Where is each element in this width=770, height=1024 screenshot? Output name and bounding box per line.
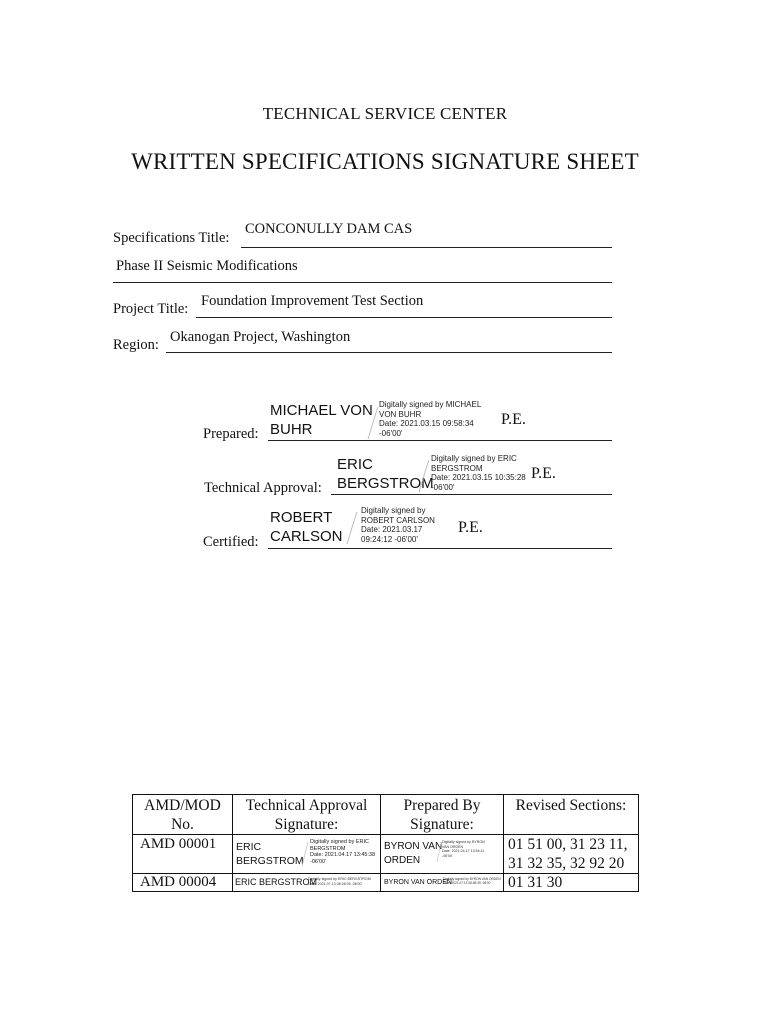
amd-number-cell: AMD 00004: [133, 874, 233, 892]
row2-prep-signature-details: Digitally signed by BYRON VAN ORDEN Date: 2021.07.13 08:48:35 -06'00': [443, 877, 501, 885]
document-title: WRITTEN SPECIFICATIONS SIGNATURE SHEET: [131, 149, 639, 174]
prepared-by-signature-cell: [381, 835, 504, 874]
signature-mark-icon: [417, 458, 431, 494]
row2-tech-signature-details: Digitally signed by ERIC BERGSTROM Date: 2021.07.13 08:28:39 -06'00': [308, 877, 371, 886]
amd-number-cell: AMD 00001: [133, 835, 233, 874]
header-technical-approval: Technical Approval Signature:: [233, 795, 381, 835]
technical-approval-signature-details: Digitally signed by ERIC BERGSTROM Date: 2021.03.15 10:35:28 -06'00': [431, 454, 526, 492]
prepared-label: Prepared:: [203, 426, 259, 442]
certified-pe-suffix: P.E.: [458, 519, 483, 536]
table-row: [133, 874, 639, 892]
technical-approval-pe-suffix: P.E.: [531, 465, 556, 482]
spec-title-value-line1: CONCONULLY DAM CAS: [245, 221, 413, 237]
row1-prep-signer-name: BYRON VAN ORDEN: [384, 841, 443, 866]
signature-mark-icon: [301, 841, 309, 867]
header-revised-sections: Revised Sections:: [504, 795, 639, 835]
revised-sections-cell: 01 31 30: [504, 874, 639, 892]
prepared-by-signature-cell: [381, 874, 504, 892]
row1-tech-signature-details: Digitally signed by ERIC BERGSTROM Date: 2021.04.17 13:45:38 -06'00': [310, 839, 376, 865]
amendment-table: [132, 794, 639, 892]
signature-mark-icon: [366, 405, 380, 441]
prepared-name-line1: MICHAEL VON: [270, 402, 373, 419]
technical-approval-label: Technical Approval:: [204, 480, 322, 496]
prepared-signer-name: [270, 401, 373, 439]
row1-tech-signer-name: ERIC BERGSTROM: [236, 841, 304, 867]
spec-title-label: Specifications Title:: [113, 230, 230, 246]
prepared-name-line2: BUHR: [270, 421, 313, 438]
header-amd-mod-no: AMD/MOD No.: [133, 795, 233, 835]
technical-approval-underline: [331, 494, 612, 495]
row1-prep-signature-details: Digitally signed by BYRON VAN ORDEN Date: 2021.04.17 13:54:11 -06'00': [442, 840, 485, 858]
project-title-underline: [196, 317, 612, 318]
signature-mark-icon: [345, 510, 359, 546]
organization-heading: TECHNICAL SERVICE CENTER: [262, 104, 508, 123]
project-title-value: Foundation Improvement Test Section: [201, 293, 424, 309]
row2-tech-signer-name: ERIC BERGSTROM: [235, 877, 318, 887]
table-row: [133, 835, 639, 874]
header-prepared-by: Prepared By Signature:: [381, 795, 504, 835]
certified-underline: [268, 548, 612, 549]
spec-title-value-line2: Phase II Seismic Modifications: [116, 258, 298, 274]
technical-approval-signature-cell: [233, 874, 381, 892]
technical-approval-signature-cell: [233, 835, 381, 874]
region-underline: [166, 352, 612, 353]
prepared-signature-details: Digitally signed by MICHAEL VON BUHR Date: 2021.03.15 09:58:34 -06'00': [379, 400, 482, 438]
project-title-label: Project Title:: [113, 301, 189, 317]
certified-signer-name: ROBERT CARLSON: [270, 509, 343, 545]
region-label: Region:: [113, 337, 159, 353]
table-header-row: [133, 795, 639, 835]
revised-sections-cell: 01 51 00, 31 23 11, 31 32 35, 32 92 20: [504, 835, 639, 874]
spec-title-underline: [241, 247, 612, 248]
spec-title-underline-2: [113, 282, 612, 283]
prepared-underline: [268, 440, 612, 441]
row2-prep-signer-name: BYRON VAN ORDEN: [384, 879, 452, 886]
prepared-pe-suffix: P.E.: [501, 411, 526, 428]
region-value: Okanogan Project, Washington: [170, 329, 351, 345]
certified-signature-details: Digitally signed by ROBERT CARLSON Date: 2021.03.17 09:24:12 -06'00': [361, 506, 435, 544]
certified-label: Certified:: [203, 534, 259, 550]
technical-approval-signer-name: ERIC BERGSTROM: [337, 456, 434, 492]
